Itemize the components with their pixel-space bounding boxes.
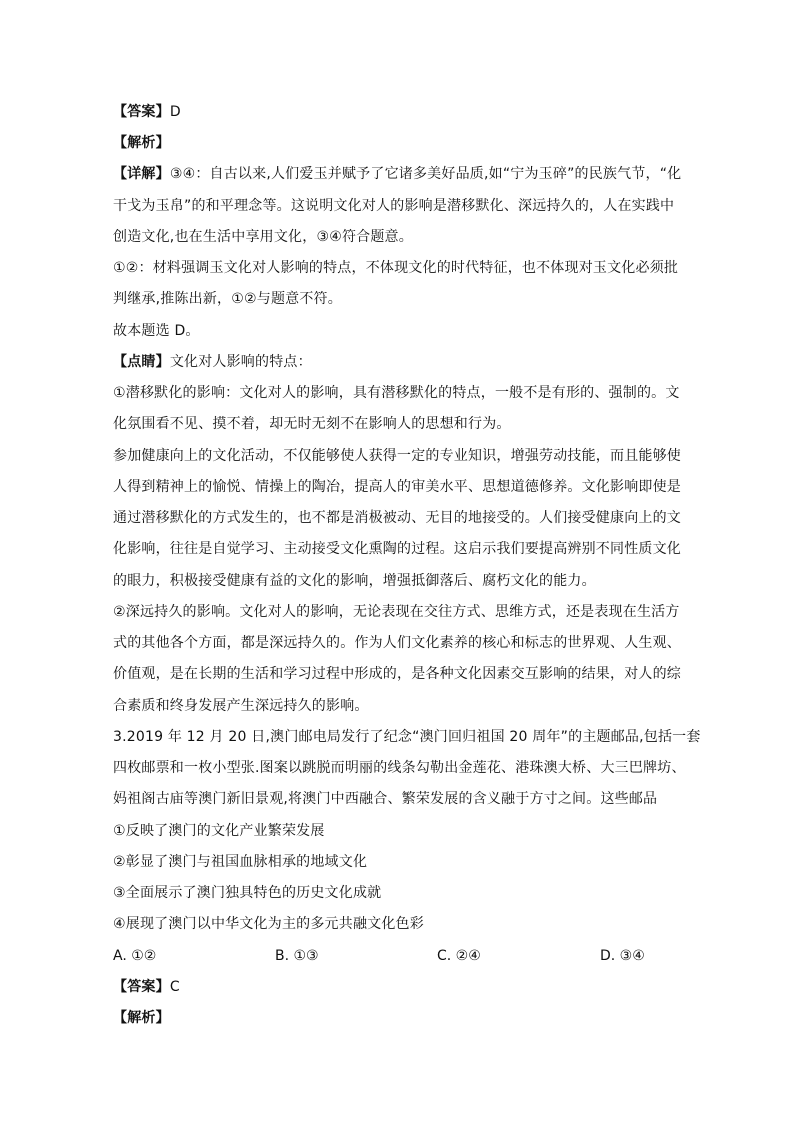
option-c: C. ②④ (437, 948, 481, 964)
text-line: 创造文化,也在生活中享用文化，③④符合题意。 (113, 229, 413, 245)
statement-item: ②彰显了澳门与祖国血脉相承的地域文化 (113, 854, 368, 870)
text-line: ①潜移默化的影响：文化对人的影响，具有潜移默化的特点，一般不是有形的、强制的。文 (113, 385, 680, 401)
analysis-heading (113, 1008, 683, 1028)
text-line: 判继承,推陈出新，①②与题意不符。 (113, 291, 342, 307)
answer-line (113, 977, 683, 997)
statement-item: ④展现了澳门以中华文化为主的多元共融文化色彩 (113, 916, 424, 932)
answer-tag: 【答案】 (113, 979, 170, 995)
answer-value: D (169, 104, 181, 120)
text-line: 通过潜移默化的方式发生的，也不都是消极被动、无目的地接受的。人们接受健康向上的文 (113, 510, 681, 526)
answer-options (113, 946, 683, 966)
option-d: D. ③④ (600, 948, 645, 964)
tip-tag: 【点睛】 (113, 354, 170, 370)
question-line: 3.2019 年 12 月 20 日,澳门邮电局发行了纪念“澳门回归祖国 20 周年”的主题邮品,包括一套 (113, 729, 701, 745)
text-line: 人得到精神上的愉悦、情操上的陶冶，提高人的审美水平、思想道德修养。文化影响即使是 (113, 479, 681, 495)
question-line: 妈祖阁古庙等澳门新旧景观,将澳门中西融合、繁荣发展的含义融于方寸之间。这些邮品 (113, 791, 658, 807)
question-line: 四枚邮票和一枚小型张.图案以跳脱而明丽的线条勾勒出金莲花、港珠澳大桥、大三巴牌坊、 (113, 760, 686, 776)
text-line: 故本题选 D。 (113, 323, 200, 339)
text-line: 合素质和终身发展产生深远持久的影响。 (113, 698, 369, 714)
answer-line (113, 102, 683, 122)
analysis-tag: 【解析】 (113, 1010, 170, 1026)
option-b: B. ①③ (275, 948, 319, 964)
tip-line (113, 352, 683, 372)
text-line: 化氛围看不见、摸不着，却无时无刻不在影响人的思想和行为。 (113, 416, 511, 432)
text-line: ①②：材料强调玉文化对人影响的特点，不体现文化的时代特征，也不体现对玉文化必须批 (113, 260, 679, 276)
text-line: ②深远持久的影响。文化对人的影响，无论表现在交往方式、思维方式，还是表现在生活方 (113, 604, 680, 620)
analysis-heading (113, 133, 683, 153)
detail-text: ③④：自古以来,人们爱玉并赋予了它诸多美好品质,如“宁为玉碎”的民族气节，“化 (169, 166, 682, 182)
text-line: 的眼力，积极接受健康有益的文化的影响，增强抵御落后、腐朽文化的能力。 (113, 573, 596, 589)
text-line: 化影响，往往是自觉学习、主动接受文化熏陶的过程。这启示我们要提高辨别不同性质文化 (113, 541, 681, 557)
text-line: 参加健康向上的文化活动，不仅能够使人获得一定的专业知识，增强劳动技能，而且能够使 (113, 448, 681, 464)
analysis-tag: 【解析】 (113, 135, 170, 151)
text-line: 干戈为玉帛”的和平理念等。这说明文化对人的影响是潜移默化、深远持久的，人在实践中 (113, 198, 675, 214)
statement-item: ③全面展示了澳门独具特色的历史文化成就 (113, 885, 382, 901)
text-line: 价值观，是在长期的生活和学习过程中形成的，是各种文化因素交互影响的结果，对人的综 (113, 666, 681, 682)
detail-tag: 【详解】 (113, 166, 170, 182)
detail-line-1 (113, 164, 683, 184)
text-line: 式的其他各个方面，都是深远持久的。作为人们文化素养的核心和标志的世界观、人生观、 (113, 635, 681, 651)
option-a: A. ①② (113, 948, 157, 964)
tip-text: 文化对人影响的特点： (169, 354, 312, 370)
statement-item: ①反映了澳门的文化产业繁荣发展 (113, 823, 325, 839)
answer-tag: 【答案】 (113, 104, 170, 120)
answer-value: C (169, 979, 180, 995)
